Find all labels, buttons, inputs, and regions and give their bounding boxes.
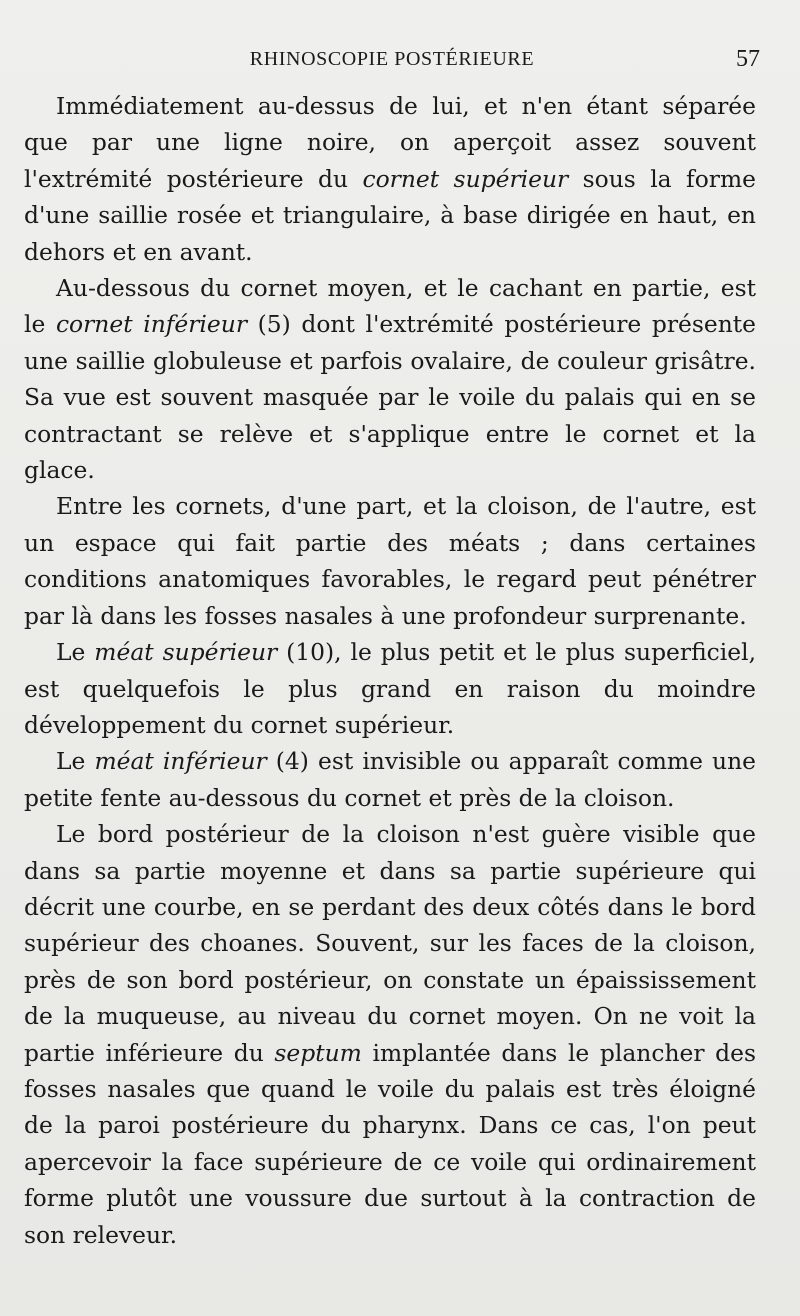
paragraph-6 — [24, 816, 756, 1253]
text-body — [24, 88, 756, 1253]
paragraph-4-italic-term: méat supérieur — [94, 638, 278, 667]
paragraph-1 — [24, 88, 756, 270]
paragraph-3 — [24, 488, 756, 634]
paragraph-4 — [24, 634, 756, 743]
paragraph-5-text-a: Le — [56, 747, 95, 776]
paragraph-4-text-a: Le — [56, 638, 95, 667]
paragraph-6-text-c: implantée dans le plancher des fosses nasales que quand le voile du palais est très éloigné de la paroi postérieure du pharynx. Dans ce cas, l'on peut apercevoir la face supérieure de ce voile qui ordinairement forme plutôt une voussure due surtout à la contraction de son releveur. — [24, 1038, 756, 1249]
running-title: RHINOSCOPIE POSTÉRIEURE — [249, 48, 535, 70]
paragraph-2-text-c: (5) dont l'extrémité postérieure présente une saillie globuleuse et parfois ovalaire, de couleur grisâtre. Sa vue est souvent masquée par le voile du palais qui en se contractant se relève et s'applique entre le cornet et la glace. — [24, 310, 756, 485]
paragraph-2 — [24, 270, 756, 488]
paragraph-4-text-c: (10), le plus petit et le plus superficiel, est quelquefois le plus grand en raison du moindre développement du cornet supérieur. — [24, 638, 757, 739]
paragraph-5-italic-term: méat inférieur — [94, 747, 267, 776]
paragraph-2-text-a: Au-dessous du cornet moyen, et le cachant en partie, est le — [24, 274, 756, 339]
paragraph-5-text-c: (4) est invisible ou apparaît comme une petite fente au-dessous du cornet et près de la cloison. — [24, 747, 756, 812]
paragraph-6-text-a: Le bord postérieur de la cloison n'est guère visible que dans sa partie moyenne et dans sa partie supérieure qui décrit une courbe, en se perdant des deux côtés dans le bord supérieur des choanes. Souvent, sur les faces de la cloison, près de son bord postérieur, on constate un épaississement de la muqueuse, au niveau du cornet moyen. On ne voit la partie inférieure du — [24, 820, 756, 1067]
paragraph-6-italic-term: septum — [274, 1038, 362, 1067]
page-number: 57 — [736, 46, 760, 72]
running-head — [24, 44, 760, 76]
paragraph-1-italic-term: cornet supérieur — [362, 164, 569, 193]
paragraph-2-italic-term: cornet inférieur — [55, 310, 248, 339]
paragraph-1-text-a: Immédiatement au-dessus de lui, et n'en étant séparée que par une ligne noire, on aperçoit assez souvent l'extrémité postérieure du — [24, 92, 756, 193]
paragraph-5 — [24, 743, 756, 816]
paragraph-3-text-a: Entre les cornets, d'une part, et la cloison, de l'autre, est un espace qui fait partie des méats ; dans certaines conditions anatomiques favorables, le regard peut pénétrer par là dans les fosses nasales à une profondeur surprenante. — [24, 492, 756, 630]
paragraph-1-text-c: sous la forme d'une saillie rosée et triangulaire, à base dirigée en haut, en dehors et en avant. — [24, 164, 756, 266]
